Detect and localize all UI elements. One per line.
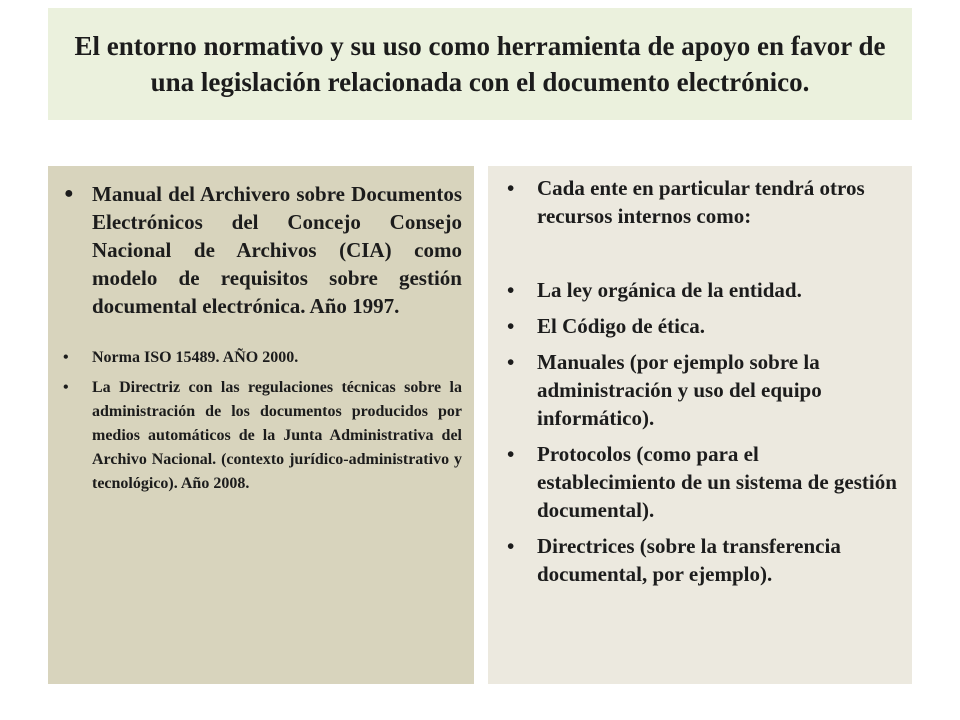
list-item	[60, 346, 462, 370]
left-column	[48, 166, 474, 684]
list-item-text: Directrices (sobre la transferencia documental, por ejemplo).	[537, 534, 841, 586]
list-item	[500, 532, 898, 588]
list-item	[60, 376, 462, 496]
list-item	[500, 440, 898, 524]
list-item	[500, 276, 898, 304]
list-item-text: Manual del Archivero sobre Documentos Electrónicos del Concejo Consejo Nacional de Archivos (CIA) como modelo de requisitos sobre gestión documental electrónica. Año 1997.	[92, 182, 462, 318]
bullet-icon: •	[507, 176, 515, 200]
list-item	[500, 312, 898, 340]
list-item-text: Cada ente en particular tendrá otros recursos internos como:	[537, 176, 865, 228]
list-item-text: La ley orgánica de la entidad.	[537, 278, 802, 302]
bullet-icon: •	[507, 534, 515, 558]
list-item	[60, 180, 462, 320]
list-item-text: Manuales (por ejemplo sobre la administración y uso del equipo informático).	[537, 350, 822, 430]
left-bullet-list	[60, 180, 462, 496]
list-item	[500, 174, 898, 230]
bullet-icon: •	[63, 349, 69, 366]
right-column	[488, 166, 912, 684]
right-bullet-list	[500, 174, 898, 588]
list-item-text: Protocolos (como para el establecimiento de un sistema de gestión documental).	[537, 442, 897, 522]
bullet-icon: ●	[64, 185, 74, 202]
bullet-icon: •	[507, 350, 515, 374]
bullet-icon: •	[507, 442, 515, 466]
list-item-text: La Directriz con las regulaciones técnicas sobre la administración de los documentos producidos por medios automáticos de la Junta Administrativa del Archivo Nacional. (contexto jurídico-administrativo y tecnológico). Año 2008.	[92, 379, 462, 492]
list-item-text: Norma ISO 15489. AÑO 2000.	[92, 349, 299, 366]
title-banner	[48, 8, 912, 120]
list-item	[500, 348, 898, 432]
bullet-icon: •	[507, 314, 515, 338]
bullet-icon: •	[507, 278, 515, 302]
bullet-icon: •	[63, 379, 69, 396]
slide-title: El entorno normativo y su uso como herramienta de apoyo en favor de una legislación relacionada con el documento electrónico.	[74, 31, 886, 97]
list-item-text: El Código de ética.	[537, 314, 705, 338]
